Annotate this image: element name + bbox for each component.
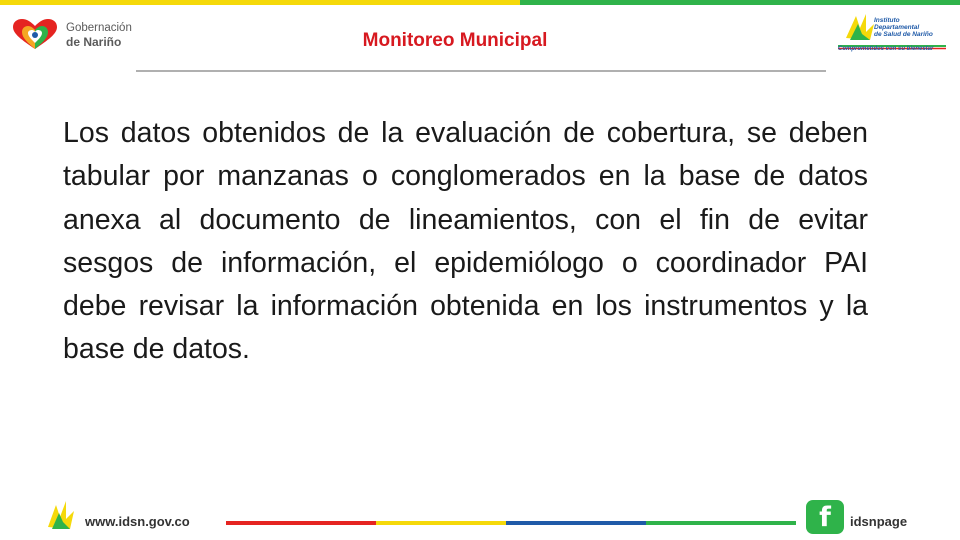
- facebook-handle-link[interactable]: idsnpage: [850, 514, 908, 529]
- footer-idsn-logo-icon: [44, 497, 82, 533]
- top-color-stripe: [0, 0, 960, 5]
- footer-bar-red: [226, 521, 376, 525]
- page-title: Monitoreo Municipal: [362, 30, 548, 51]
- title-divider: [136, 70, 826, 72]
- gov-logo-line1: Gobernación: [66, 22, 132, 34]
- idsn-line3: de Salud de Nariño: [874, 31, 933, 38]
- stripe-yellow: [0, 0, 520, 5]
- facebook-icon[interactable]: f: [806, 500, 844, 534]
- footer-bar-green: [646, 521, 796, 525]
- body-paragraph: Los datos obtenidos de la evaluación de cobertura, se deben tabular por manzanas o conglomerados en la base de datos anexa al documento de lineamientos, con el fin de evitar sesgos de información, el epidemiólogo o coordinador PAI debe revisar la información obtenida en los instrumentos y la base de datos.: [63, 117, 868, 366]
- idsn-line1: Instituto: [874, 17, 900, 24]
- gov-logo-line2: de Nariño: [66, 35, 122, 49]
- idsn-line2: Departamental: [874, 24, 920, 31]
- footer-bar-yellow: [376, 521, 506, 525]
- idsn-tagline: Comprometidos con su bienestar: [838, 46, 934, 52]
- stripe-green: [520, 0, 960, 5]
- idsn-logo-text: [874, 17, 946, 38]
- footer-website-link[interactable]: www.idsn.gov.co: [85, 514, 190, 529]
- footer-bar-blue: [506, 521, 646, 525]
